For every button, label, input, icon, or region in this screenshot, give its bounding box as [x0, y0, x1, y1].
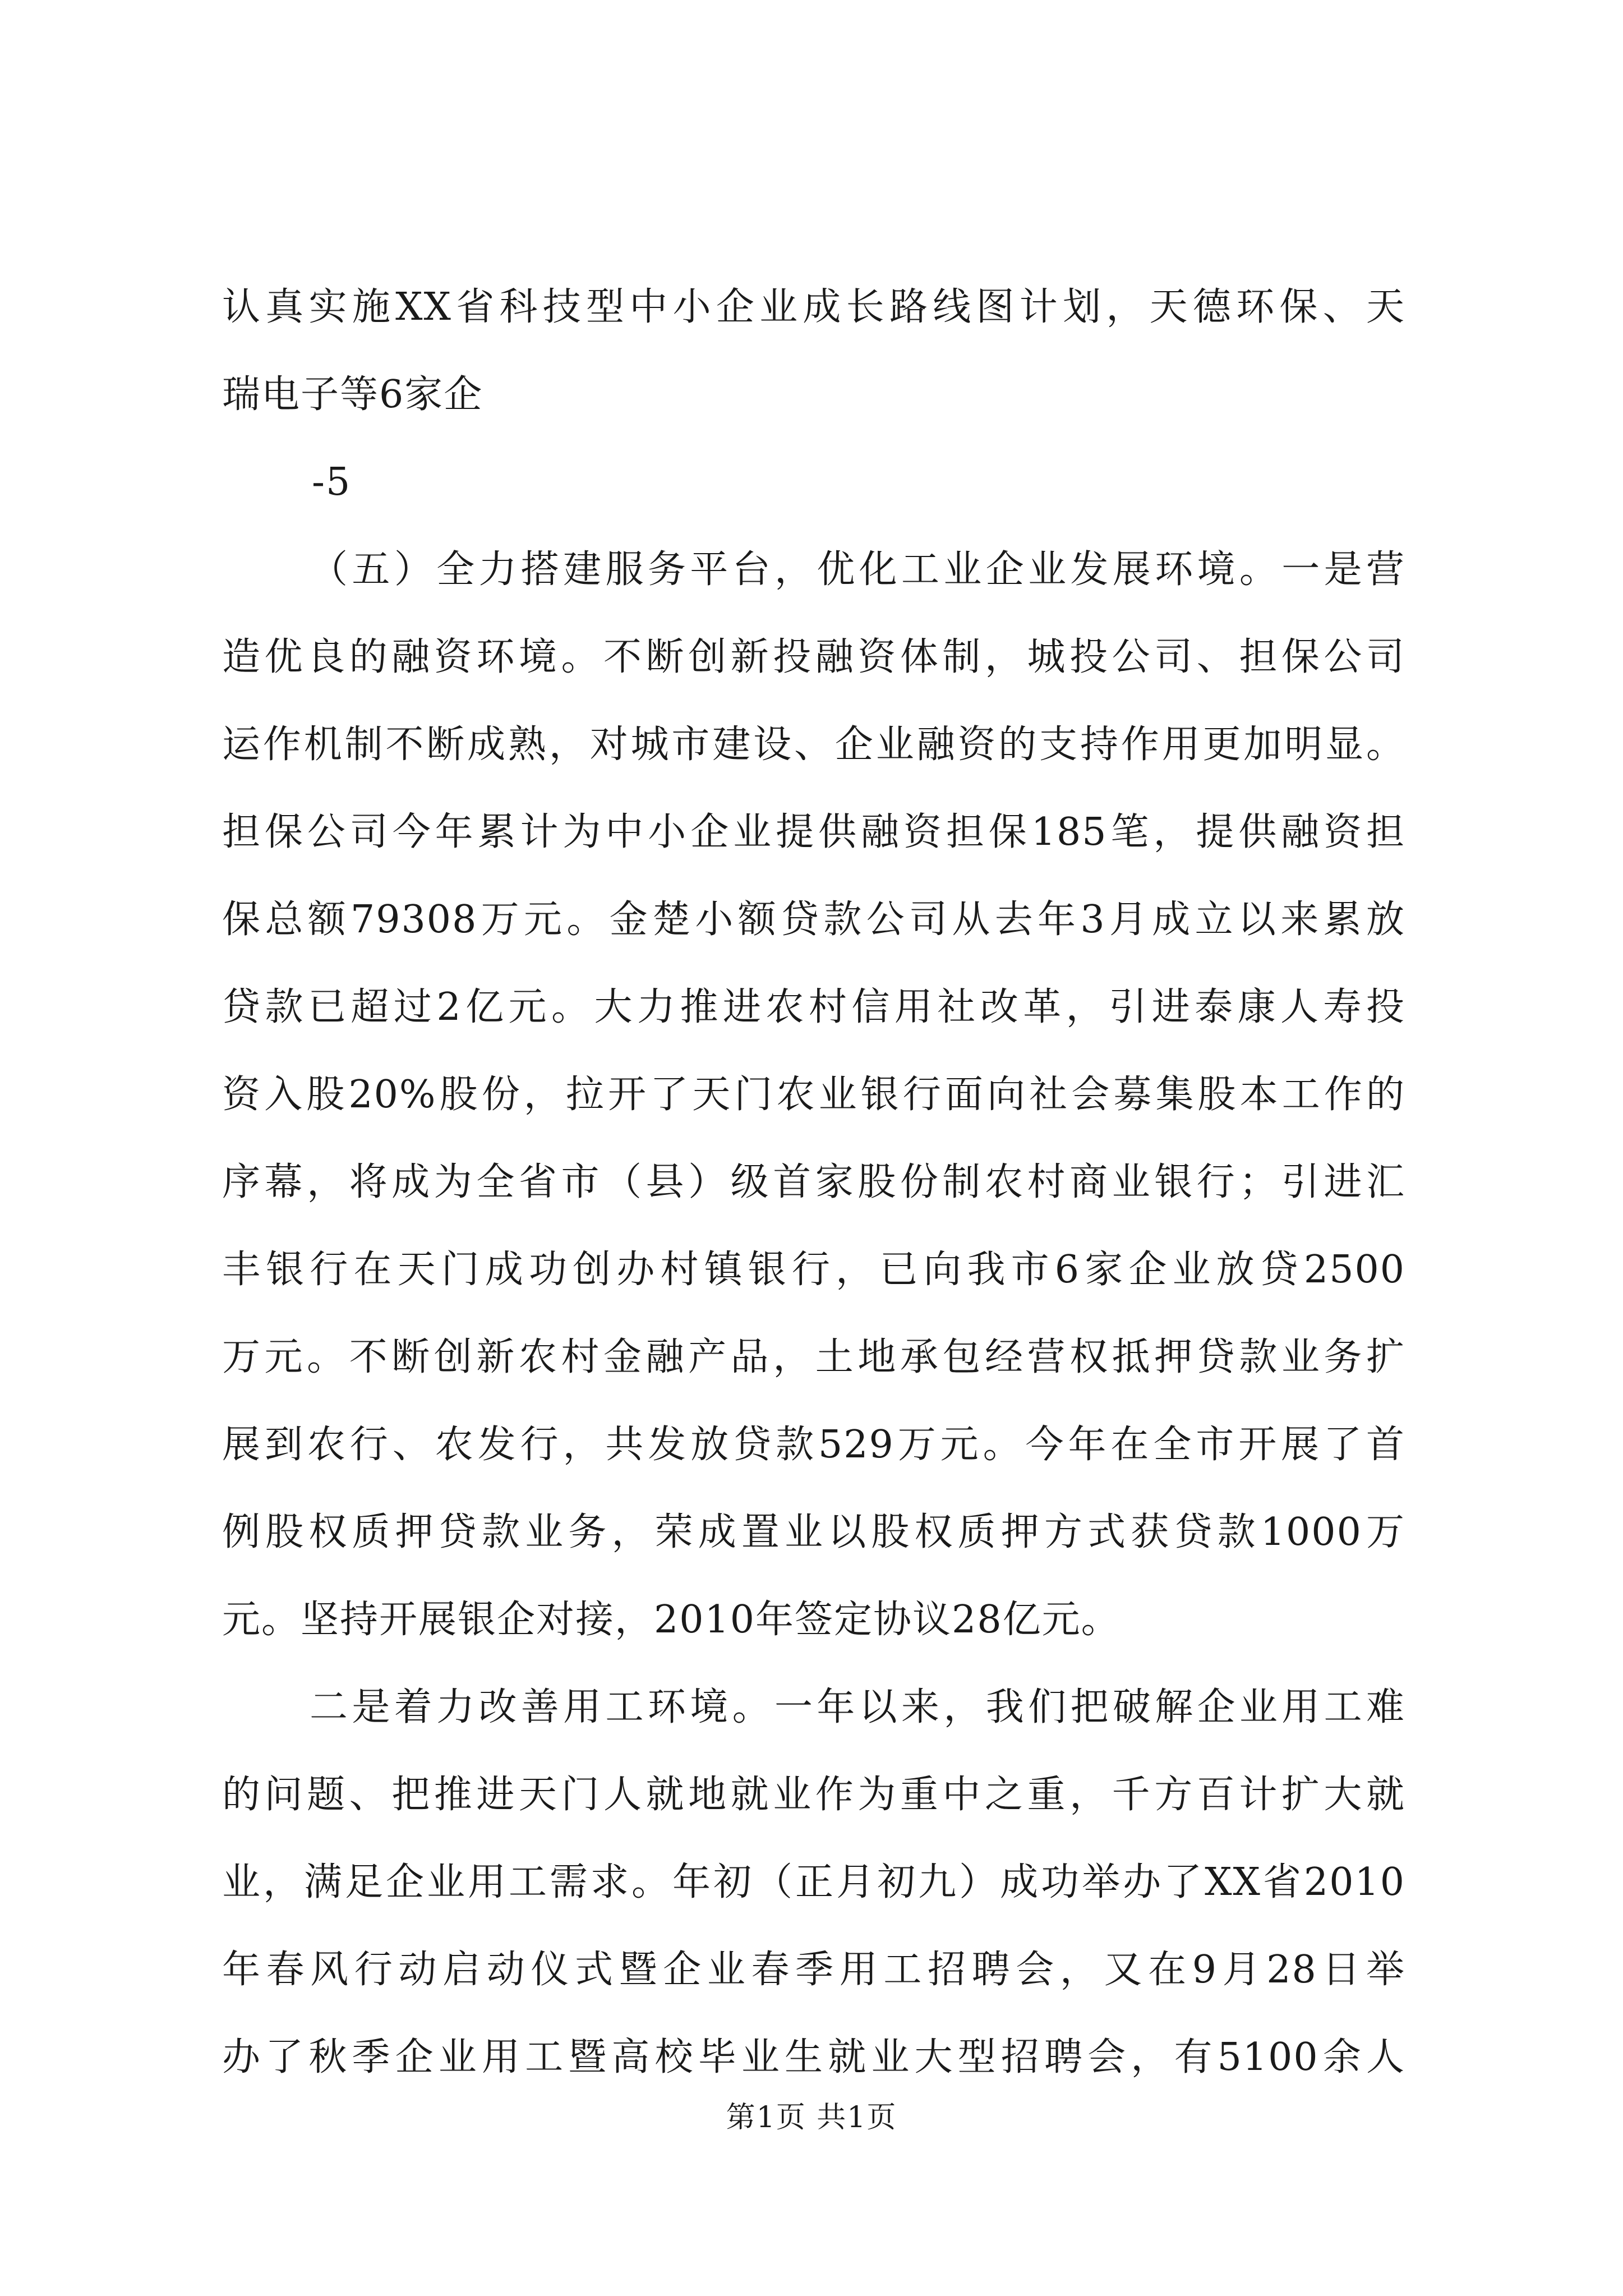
text-line: 担保公司今年累计为中小企业提供融资担保185笔，提供融资担: [222, 810, 1405, 854]
paragraph-heading-line: （五）全力搭建服务平台，优化工业企业发展环境。一是营: [310, 547, 1405, 592]
text-line: 序幕，将成为全省市（县）级首家股份制农村商业银行；引进汇: [222, 1160, 1405, 1204]
text-line: 保总额79308万元。金楚小额贷款公司从去年3月成立以来累放: [222, 898, 1405, 942]
page-number-label: 第1页 共1页: [726, 2101, 897, 2134]
text-line: 元。坚持开展银企对接，2010年签定协议28亿元。: [222, 1598, 1121, 1642]
text-line: 办了秋季企业用工暨高校毕业生就业大型招聘会，有5100余人: [222, 2035, 1405, 2079]
text-line: 资入股20%股份，拉开了天门农业银行面向社会募集股本工作的: [222, 1073, 1405, 1117]
text-line: 认真实施XX省科技型中小企业成长路线图计划，天德环保、天: [222, 285, 1405, 329]
text-line: 的问题、把推进天门人就地就业作为重中之重，千方百计扩大就: [222, 1773, 1405, 1817]
paragraph-first-line: 二是着力改善用工环境。一年以来，我们把破解企业用工难: [310, 1685, 1405, 1729]
text-line: 丰银行在天门成功创办村镇银行，已向我市6家企业放贷2500: [222, 1248, 1405, 1292]
text-line: 运作机制不断成熟，对城市建设、企业融资的支持作用更加明显。: [222, 723, 1405, 767]
text-line: 例股权质押贷款业务，荣成置业以股权质押方式获贷款1000万: [222, 1510, 1405, 1554]
text-line: 展到农行、农发行，共发放贷款529万元。今年在全市开展了首: [222, 1423, 1405, 1467]
page-number-fragment: -5: [312, 460, 352, 504]
page-footer: [0, 2098, 1623, 2137]
text-line: 贷款已超过2亿元。大力推进农村信用社改革，引进泰康人寿投: [222, 985, 1405, 1029]
text-line: 业，满足企业用工需求。年初（正月初九）成功举办了XX省2010: [222, 1860, 1405, 1904]
text-line: 瑞电子等6家企: [222, 372, 483, 417]
body-text: [222, 264, 1405, 2101]
text-line: 年春风行动启动仪式暨企业春季用工招聘会，又在9月28日举: [222, 1948, 1405, 1992]
text-line: 万元。不断创新农村金融产品，土地承包经营权抵押贷款业务扩: [222, 1335, 1405, 1379]
text-line: 造优良的融资环境。不断创新投融资体制，城投公司、担保公司: [222, 635, 1405, 679]
